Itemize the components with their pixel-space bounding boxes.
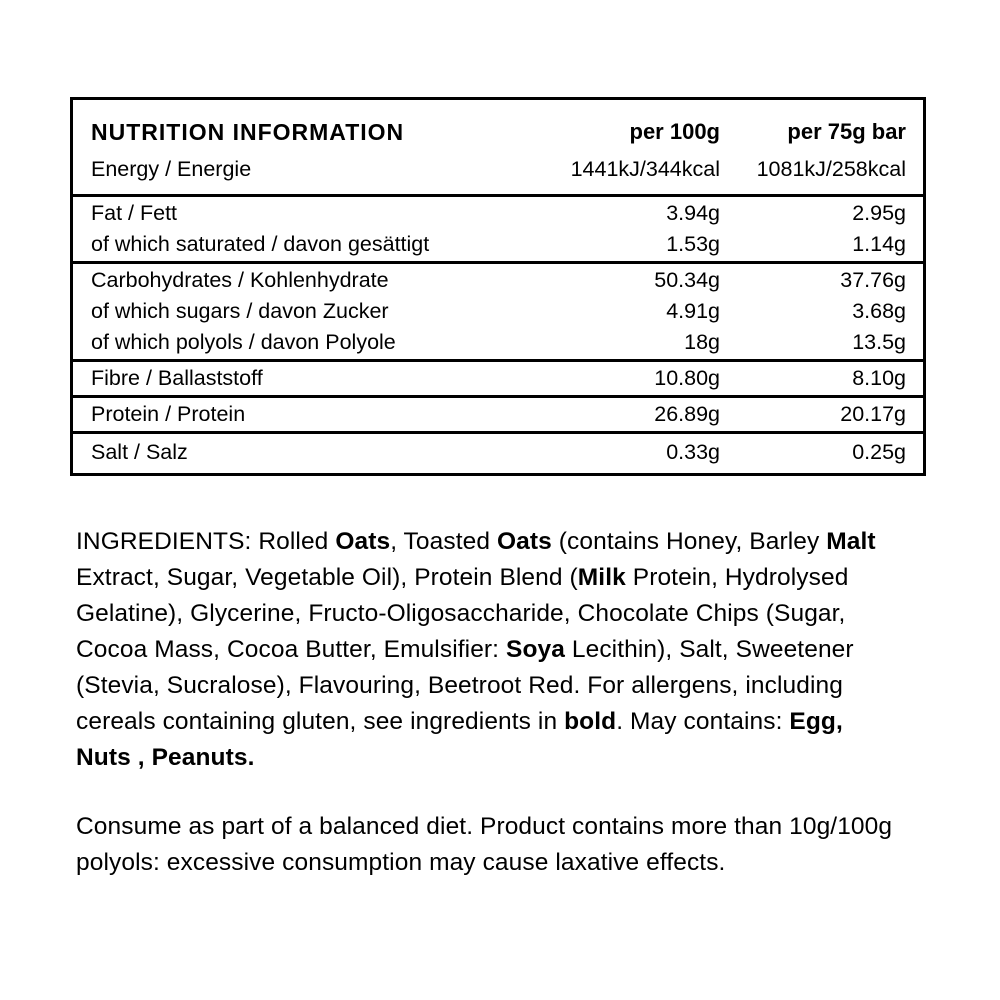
nutrition-section: [73, 359, 923, 395]
text-segment: Extract, Sugar, Vegetable Oil), Protein Blend (: [76, 564, 578, 591]
value-per-100g: 1441kJ/344kcal: [570, 157, 720, 181]
nutrient-label: Protein / Protein: [91, 402, 246, 426]
value-per-100g: 3.94g: [666, 201, 720, 225]
bold-text-segment: Malt: [826, 528, 876, 555]
nutrition-row: [73, 265, 923, 296]
column-header-per-100g: per 100g: [629, 119, 720, 144]
nutrient-label: Fat / Fett: [91, 201, 178, 225]
nutrient-label: of which saturated / davon gesättigt: [91, 232, 430, 256]
text-segment: Protein, Hydrolysed: [625, 564, 849, 591]
bold-text-segment: Egg,: [789, 708, 843, 735]
value-per-75g-bar: 1.14g: [852, 232, 906, 256]
nutrient-label: Carbohydrates / Kohlenhydrate: [91, 268, 389, 292]
bold-text-segment: Nuts , Peanuts.: [76, 744, 255, 771]
ingredients-paragraph: [76, 524, 936, 776]
text-segment: (Stevia, Sucralose), Flavouring, Beetroot Red. For allergens, including: [76, 672, 843, 699]
text-segment: polyols: excessive consumption may cause laxative effects.: [76, 849, 726, 876]
nutrition-row: [73, 229, 923, 260]
value-per-100g: 4.91g: [666, 299, 720, 323]
value-per-100g: 10.80g: [654, 366, 720, 390]
text-segment: . May contains:: [616, 708, 790, 735]
nutrition-section: [73, 431, 923, 473]
value-per-75g-bar: 13.5g: [852, 330, 906, 354]
nutrition-row: [73, 198, 923, 229]
nutrition-row: [73, 296, 923, 327]
value-per-100g: 26.89g: [654, 402, 720, 426]
value-per-100g: 1.53g: [666, 232, 720, 256]
nutrition-section: [73, 153, 923, 194]
nutrient-label: Energy / Energie: [91, 157, 252, 181]
value-per-75g-bar: 1081kJ/258kcal: [756, 157, 906, 181]
nutrient-label: of which polyols / davon Polyole: [91, 330, 396, 354]
nutrition-row: [73, 437, 923, 468]
bold-text-segment: Soya: [506, 636, 565, 663]
value-per-75g-bar: 8.10g: [852, 366, 906, 390]
text-segment: Gelatine), Glycerine, Fructo-Oligosaccharide, Chocolate Chips (Sugar,: [76, 600, 846, 627]
nutrition-section: [73, 395, 923, 431]
value-per-75g-bar: 0.25g: [852, 440, 906, 464]
nutrient-label: Salt / Salz: [91, 440, 188, 464]
advisory-paragraph: [76, 809, 956, 881]
nutrition-table-header: [73, 100, 923, 153]
value-per-75g-bar: 37.76g: [840, 268, 906, 292]
bold-text-segment: Milk: [577, 564, 626, 591]
nutrition-row: [73, 363, 923, 394]
nutrition-table-title-row: [91, 111, 906, 153]
text-segment: INGREDIENTS: Rolled: [76, 528, 336, 555]
text-segment: Consume as part of a balanced diet. Product contains more than 10g/100g: [76, 813, 893, 840]
nutrition-section: [73, 194, 923, 261]
text-segment: cereals containing gluten, see ingredients in: [76, 708, 565, 735]
value-per-100g: 0.33g: [666, 440, 720, 464]
text-segment: , Toasted: [390, 528, 497, 555]
nutrition-sections: [73, 153, 923, 473]
value-per-75g-bar: 20.17g: [840, 402, 906, 426]
text-segment: Cocoa Mass, Cocoa Butter, Emulsifier:: [76, 636, 506, 663]
value-per-75g-bar: 3.68g: [852, 299, 906, 323]
value-per-100g: 18g: [684, 330, 720, 354]
bold-text-segment: Oats: [496, 528, 552, 555]
nutrition-row: [73, 327, 923, 358]
nutrition-row: [73, 399, 923, 430]
nutrient-label: Fibre / Ballaststoff: [91, 366, 263, 390]
text-segment: Lecithin), Salt, Sweetener: [564, 636, 854, 663]
nutrient-label: of which sugars / davon Zucker: [91, 299, 389, 323]
bold-text-segment: Oats: [335, 528, 391, 555]
nutrition-row: [73, 154, 923, 185]
nutrition-section: [73, 261, 923, 359]
column-header-per-75g-bar: per 75g bar: [787, 119, 906, 144]
bold-text-segment: bold: [564, 708, 617, 735]
text-segment: (contains Honey, Barley: [551, 528, 827, 555]
value-per-75g-bar: 2.95g: [852, 201, 906, 225]
nutrition-table-title: NUTRITION INFORMATION: [91, 118, 405, 145]
nutrition-table: [70, 97, 926, 476]
value-per-100g: 50.34g: [654, 268, 720, 292]
